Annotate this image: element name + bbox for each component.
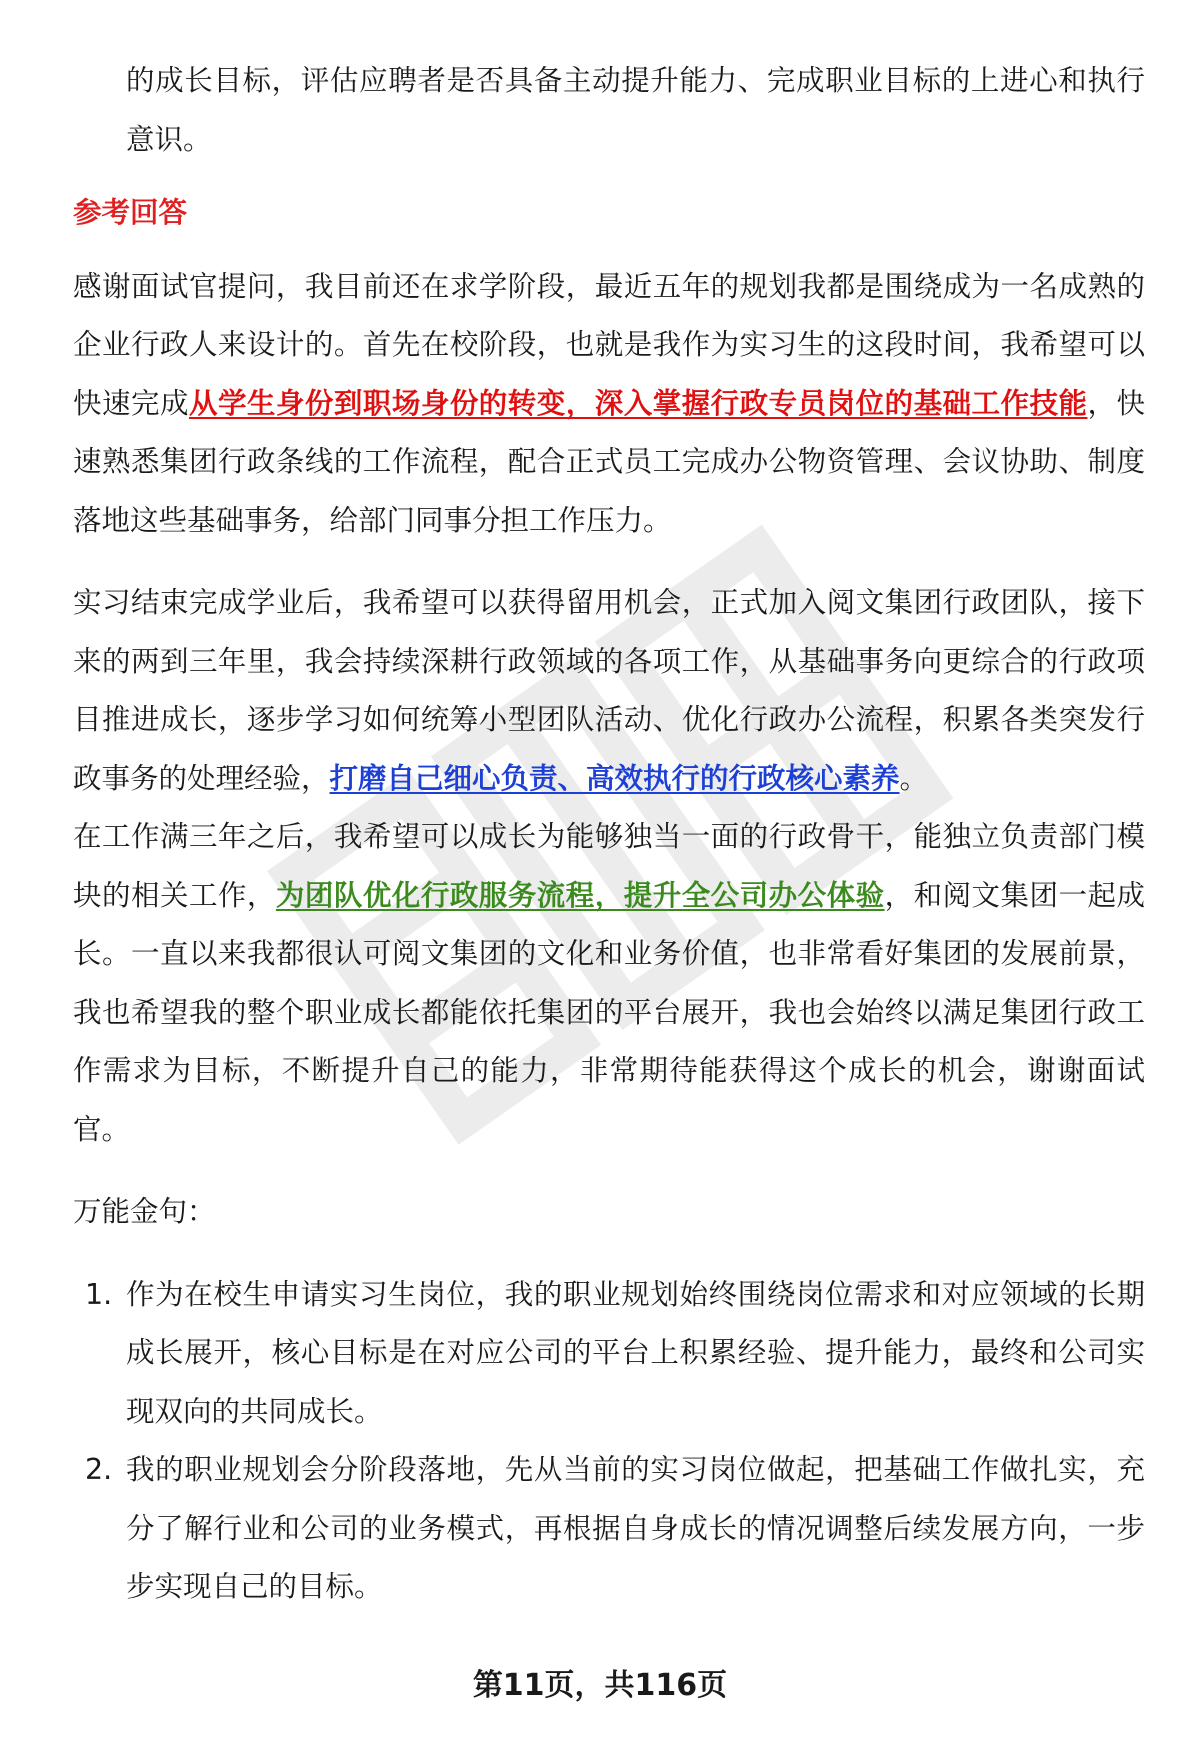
para3-text-after: ，和阅文集团一起成长。一直以来我都很认可阅文集团的文化和业务价值，也非常看好集团的发展前景，我也希望我的整个职业成长都能依托集团的平台展开，我也会始终以满足集团行政工作需求为目标，不断提升自己的能力，非常期待能获得这个成长的机会，谢谢面试官。 xyxy=(73,878,1145,1146)
para3-text-before: 在工作满三年之后，我希望可以成长为能够独当一面的行政骨干，能独立负责部门模块的相关工作， xyxy=(73,820,1145,912)
main-content xyxy=(73,52,1145,1617)
para2-text-before: 实习结束完成学业后，我希望可以获得留用机会，正式加入阅文集团行政团队，接下来的两到三年里，我会持续深耕行政领域的各项工作，从基础事务向更综合的行政项目推进成长，逐步学习如何统筹小型团队活动、优化行政办公流程，积累各类突发行政事务的处理经验， xyxy=(73,586,1145,795)
para1-text-before: 感谢面试官提问，我目前还在求学阶段，最近五年的规划我都是围绕成为一名成熟的企业行政人来设计的。首先在校阶段，也就是我作为实习生的这段时间，我希望可以快速完成 xyxy=(73,269,1145,420)
list-item-text: 我的职业规划会分阶段落地，先从当前的实习岗位做起，把基础工作做扎实，充分了解行业和公司的业务模式，再根据自身成长的情况调整后续发展方向，一步步实现自己的目标。 xyxy=(126,1453,1145,1603)
list-item xyxy=(73,1441,1145,1617)
answer-heading: 参考回答 xyxy=(73,196,188,229)
golden-sentences-list xyxy=(73,1266,1145,1617)
para2-text-after: 。 xyxy=(899,761,929,795)
answer-paragraph-3 xyxy=(73,808,1145,1159)
para2-highlight: 打磨自己细心负责、高效执行的行政核心素养 xyxy=(329,761,900,795)
continuation-text: 的成长目标，评估应聘者是否具备主动提升能力、完成职业目标的上进心和执行意识。 xyxy=(126,64,1145,156)
list-item-number: 1. xyxy=(85,1277,113,1311)
answer-paragraph-2 xyxy=(73,574,1145,808)
answer-paragraph-1 xyxy=(73,258,1145,551)
para3-highlight: 为团队优化行政服务流程，提升全公司办公体验 xyxy=(275,878,885,912)
list-item-text: 作为在校生申请实习生岗位，我的职业规划始终围绕岗位需求和对应领域的长期成长展开，核心目标是在对应公司的平台上积累经验、提升能力，最终和公司实现双向的共同成长。 xyxy=(126,1277,1145,1428)
golden-sentences-heading: 万能金句： xyxy=(73,1195,216,1228)
list-item-number: 2. xyxy=(85,1453,113,1486)
para1-text-after: ，快速熟悉集团行政条线的工作流程，配合正式员工完成办公物资管理、会议协助、制度落地这些基础事务，给部门同事分担工作压力。 xyxy=(73,386,1145,537)
page-number-footer: 第11页，共116页 xyxy=(472,1668,728,1703)
para1-highlight: 从学生身份到职场身份的转变，深入掌握行政专员岗位的基础工作技能 xyxy=(188,386,1088,420)
list-item xyxy=(73,1266,1145,1442)
